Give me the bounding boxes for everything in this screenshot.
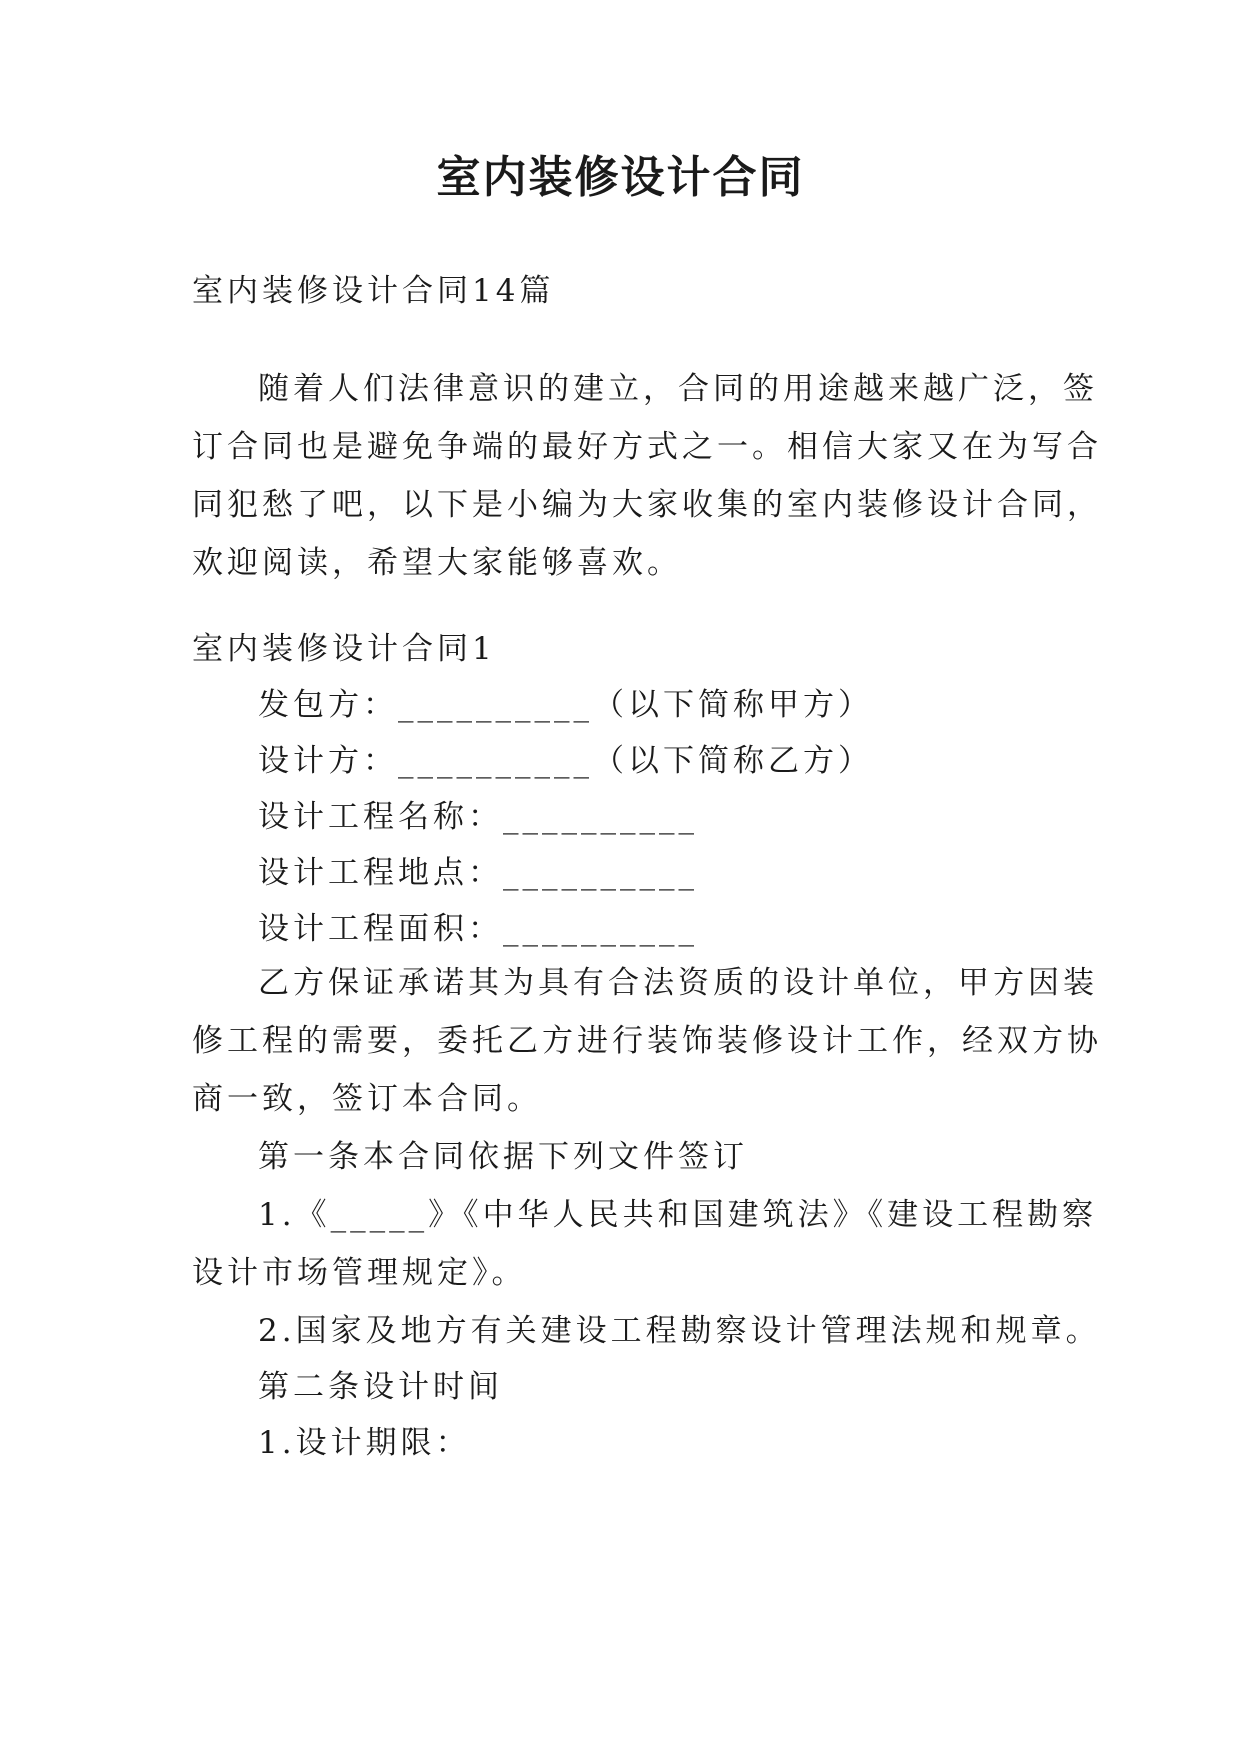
document-subtitle: 室内装修设计合同14篇 — [192, 273, 555, 309]
guarantee-line: 商一致，签订本合同。 — [192, 1081, 542, 1117]
contract-1-heading: 室内装修设计合同1 — [192, 631, 496, 667]
project-name-field: 设计工程名称：__________ — [258, 799, 698, 835]
article-2-item-1: 1.设计期限： — [258, 1425, 471, 1461]
article-1-item-2: 2.国家及地方有关建设工程勘察设计管理法规和规章。 — [258, 1313, 1101, 1349]
client-field: 发包方：__________（以下简称甲方） — [258, 687, 873, 723]
article-2-heading: 第二条设计时间 — [258, 1369, 503, 1405]
article-1-item-1-line: 设计市场管理规定》。 — [192, 1255, 527, 1291]
article-1-heading: 第一条本合同依据下列文件签订 — [258, 1139, 748, 1175]
intro-line: 欢迎阅读，希望大家能够喜欢。 — [192, 545, 682, 581]
intro-line: 同犯愁了吧，以下是小编为大家收集的室内装修设计合同， — [192, 487, 1102, 523]
designer-field: 设计方：__________（以下简称乙方） — [258, 743, 873, 779]
guarantee-line: 乙方保证承诺其为具有合法资质的设计单位，甲方因装 — [258, 965, 1098, 1001]
document-title: 室内装修设计合同 — [436, 152, 805, 203]
guarantee-line: 修工程的需要，委托乙方进行装饰装修设计工作，经双方协 — [192, 1023, 1102, 1059]
guarantee-paragraph — [192, 954, 1102, 1128]
intro-line: 随着人们法律意识的建立，合同的用途越来越广泛，签 — [258, 371, 1098, 407]
intro-paragraph — [192, 360, 1102, 592]
article-1-item-1-line: 1.《_____》《中华人民共和国建筑法》《建设工程勘察 — [258, 1197, 1098, 1233]
article-1-item-1 — [192, 1186, 1098, 1302]
project-area-field: 设计工程面积：__________ — [258, 911, 698, 947]
project-location-field: 设计工程地点：__________ — [258, 855, 698, 891]
intro-line: 订合同也是避免争端的最好方式之一。相信大家又在为写合 — [192, 429, 1102, 465]
